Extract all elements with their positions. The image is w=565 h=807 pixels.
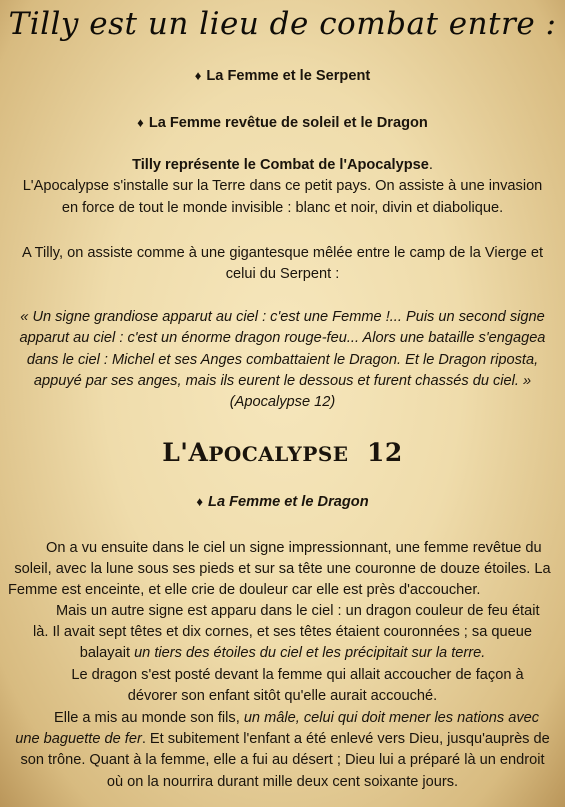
body-line-6-text: balayait bbox=[79, 645, 135, 661]
body-line-9 bbox=[8, 708, 557, 728]
body-line-2: soleil, avec la lune sous ses pieds et sur sa tête une couronne de douze étoiles. La bbox=[14, 561, 551, 577]
body-line-7: Le dragon s'est posté devant la femme qui allait accoucher de façon à bbox=[71, 667, 524, 683]
body-line-6 bbox=[8, 643, 557, 663]
heading-prefix: L'A bbox=[162, 438, 209, 467]
para2-line-2: celui du Serpent : bbox=[225, 266, 340, 282]
diamond-bullet-icon: ♦ bbox=[194, 68, 202, 83]
body-line-5: là. Il avait sept têtes et dix cornes, et ses têtes étaient couronnées ; sa queue bbox=[33, 624, 532, 640]
intro-bold-end: . bbox=[428, 157, 433, 173]
subheading-text: La Femme et le Dragon bbox=[208, 494, 369, 510]
intro-line-2: L'Apocalypse s'installe sur la Terre dans ce petit pays. On assiste à une invasion bbox=[22, 178, 543, 194]
diamond-bullet-icon: ♦ bbox=[137, 115, 144, 130]
section-heading bbox=[0, 438, 565, 467]
intro-bold-line bbox=[8, 155, 557, 175]
para2-line-1: A Tilly, on assiste comme à une gigantesque mêlée entre le camp de la Vierge et bbox=[21, 245, 544, 261]
body-line-10-italic: une baguette de fer bbox=[15, 731, 142, 747]
quote-line-3: dans le ciel : Michel et ses Anges combattaient le Dragon. Et le Dragon riposta, bbox=[26, 352, 539, 368]
diamond-bullet-icon: ♦ bbox=[196, 494, 204, 509]
bullet-item-1 bbox=[8, 66, 557, 86]
intro-line-3: en force de tout le monde invisible : blanc et noir, divin et diabolique. bbox=[61, 200, 504, 216]
quote-line-4: appuyé par ses anges, mais ils eurent le dessous et furent chassés du ciel. » bbox=[33, 373, 532, 389]
body-line-1: On a vu ensuite dans le ciel un signe impressionnant, une femme revêtue du bbox=[46, 540, 542, 556]
quote-reference: (Apocalypse 12) bbox=[229, 394, 336, 410]
intro-bold-text: Tilly représente le Combat de l'Apocalypse bbox=[132, 157, 429, 173]
bullet-text-2: La Femme revêtue de soleil et le Dragon bbox=[148, 115, 428, 131]
heading-number: 12 bbox=[366, 438, 403, 467]
body-line-3: Femme est enceinte, et elle crie de douleur car elle est près d'accoucher. bbox=[8, 582, 481, 598]
page-title: Tilly est un lieu de combat entre : bbox=[8, 6, 557, 42]
body-line-11: son trône. Quant à la femme, elle a fui au désert ; Dieu lui a préparé là un endroit bbox=[20, 752, 545, 768]
body-line-8: dévorer son enfant sitôt qu'elle aurait accouché. bbox=[127, 688, 438, 704]
quote-line-1: « Un signe grandiose apparut au ciel : c'est une Femme !... Puis un second signe bbox=[20, 309, 545, 325]
body-line-9-text: Elle a mis au monde son fils, bbox=[54, 710, 244, 726]
bullet-item-2 bbox=[8, 113, 557, 133]
quote-line-2: apparut au ciel : c'est un énorme dragon rouge-feu... Alors une bataille s'engagea bbox=[19, 330, 546, 346]
body-line-4: Mais un autre signe est apparu dans le ciel : un dragon couleur de feu était bbox=[56, 603, 540, 619]
body-line-12: où on la nourrira durant mille deux cent soixante jours. bbox=[106, 774, 459, 790]
body-line-6-italic: un tiers des étoiles du ciel et les précipitait sur la terre. bbox=[134, 645, 486, 661]
body-line-9-italic: un mâle, celui qui doit mener les nations avec bbox=[243, 710, 540, 726]
bullet-text-1: La Femme et le Serpent bbox=[206, 68, 371, 84]
body-line-10-text: . Et subitement l'enfant a été enlevé vers Dieu, jusqu'auprès de bbox=[141, 731, 550, 747]
subheading bbox=[8, 492, 557, 512]
body-line-10 bbox=[8, 729, 557, 749]
heading-rest: POCALYPSE bbox=[208, 442, 349, 466]
